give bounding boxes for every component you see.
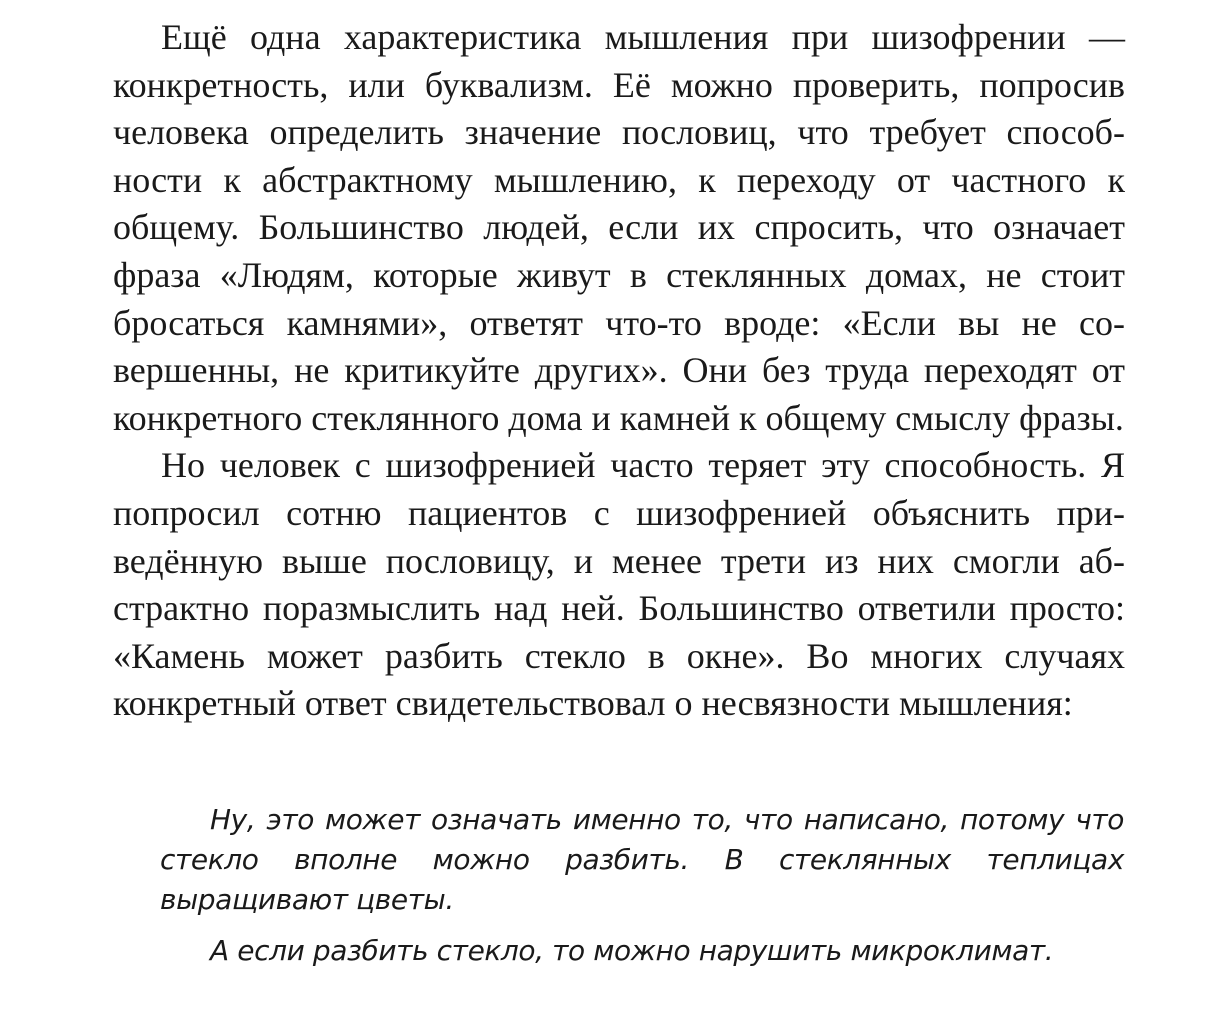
body-text <box>113 14 1125 728</box>
paragraph: Ещё одна характеристика мышления при шизофрении — конкретность, или буквализм. Её можно проверить, попросив человека определить значение пословиц, что требует способности к абстрактному мышлению, к переходу от частного к общему. Большинство людей, если их спросить, что означает фраза «Людям, которые живут в стеклянных домах, не стоит бросаться камнями», ответят что-то вроде: «Если вы не совершенны, не критикуйте других». Они без труда переходят от конкретного стеклянного дома и камней к общему смыслу фразы. <box>113 17 1125 438</box>
quote-paragraph: Ну, это может означать именно то, что написано, потому что стекло вполне можно разбить. В стеклянных теплицах выращивают цветы. <box>160 803 1124 916</box>
paragraph: Но человек с шизофренией часто теряет эту способность. Я попросил сотню пациентов с шизофренией объяснить приведённую выше пословицу, и менее трети из них смогли абстрактно поразмыслить над ней. Большинство ответили просто: «Камень может разбить стекло в окне». Во многих случаях конкретный ответ свидетельствовал о несвязности мышления: <box>113 445 1125 724</box>
quote-paragraph: А если разбить стекло, то можно нарушить микроклимат. <box>210 934 1054 967</box>
patient-quote <box>160 800 1124 971</box>
